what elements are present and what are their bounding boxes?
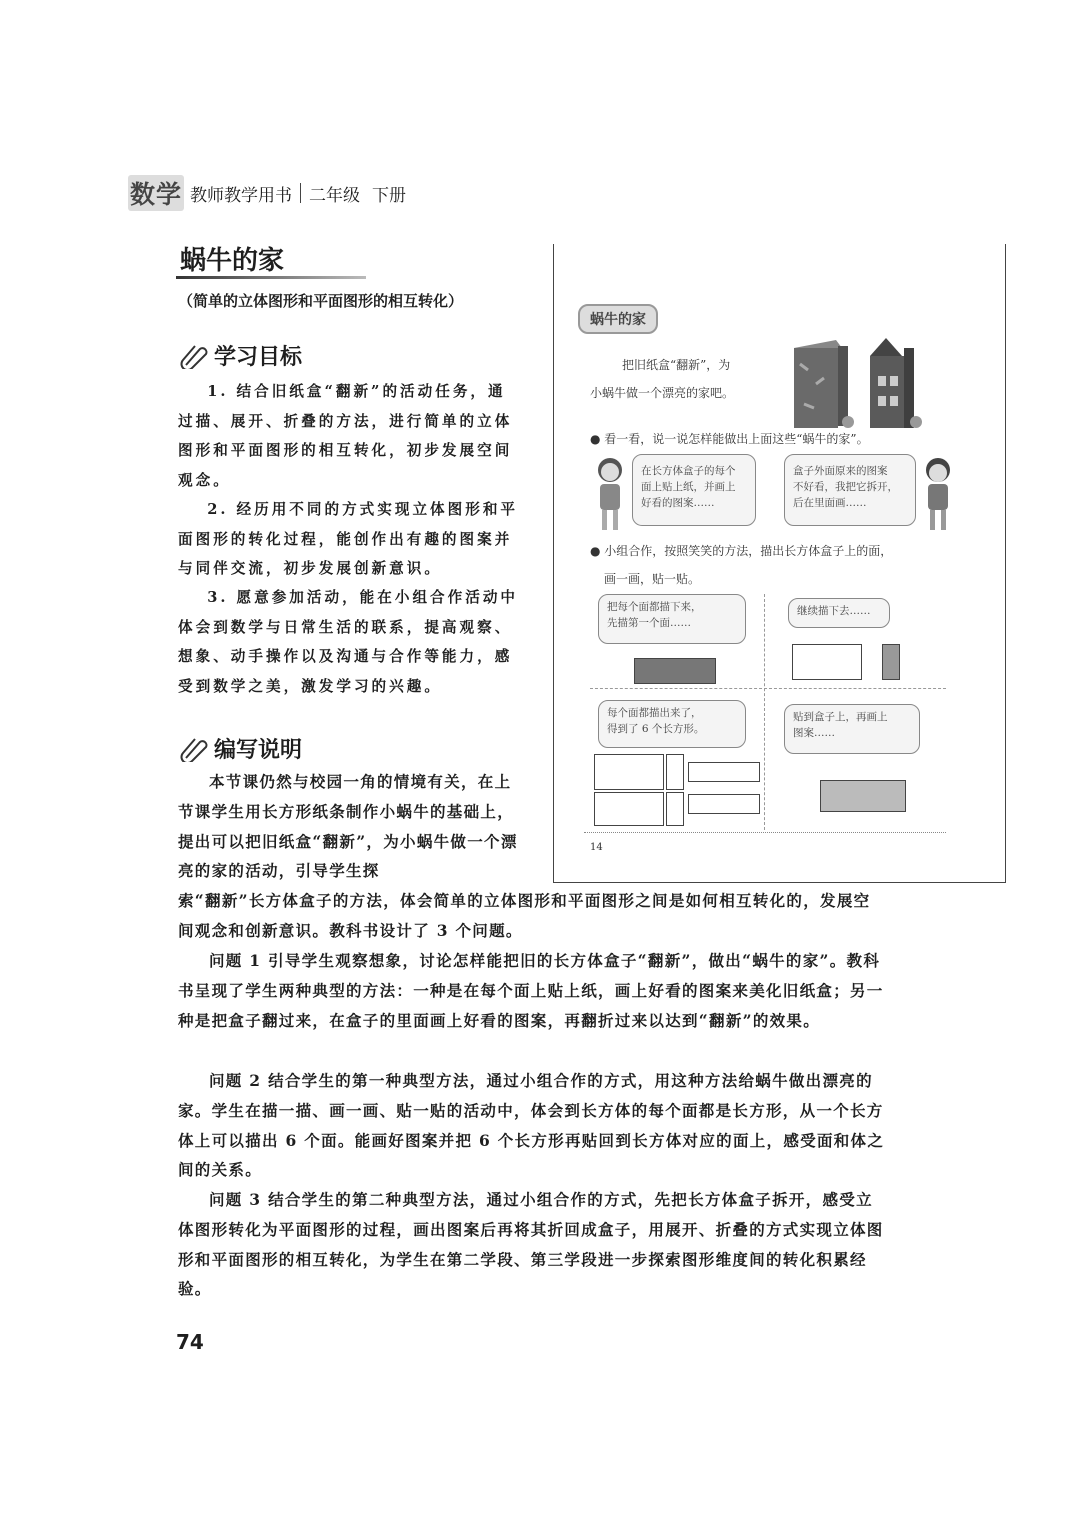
face-rectangle-4 (666, 792, 684, 826)
notes-paragraph-1a: 本节课仍然与校园一角的情境有关，在上节课学生用长方形纸条制作小蜗牛的基础上，提出可以把旧纸盒“翻新”，为小蜗牛做一个漂亮的家的活动，引导学生探 (178, 772, 518, 881)
face-rectangle-3 (666, 754, 684, 790)
step-divider-vertical (764, 594, 765, 830)
title-underline (176, 276, 366, 279)
notes-paragraph-2: 问题 1 引导学生观察想象，讨论怎样能把旧的长方体盒子“翻新”，做出“蜗牛的家”。教科书呈现了学生两种典型的方法：一种是在每个面上贴上纸，画上好看的图案来美化旧纸盒；另一种是把盒子翻过来，在盒子的里面画上好看的图案，再翻折过来以达到“翻新”的效果。 (178, 951, 884, 1030)
face-rectangle-1 (594, 754, 664, 790)
header-divider (300, 183, 301, 203)
lesson-subtitle: （简单的立体图形和平面图形的相互转化） (178, 292, 464, 310)
page-number: 74 (176, 1330, 204, 1354)
goal-item-1: 1. 结合旧纸盒“翻新”的活动任务，通过描、展开、折叠的方法，进行简单的立体图形和平面图形的相互转化，初步发展空间观念。 (178, 383, 513, 489)
textbook-intro-line1: 把旧纸盒“翻新”，为 (622, 358, 731, 372)
question-1: ● 看一看，说一说怎样能做出上面这些“蜗牛的家”。 (590, 432, 869, 446)
book-name: 教师教学用书 (190, 185, 293, 206)
step-divider-horizontal (590, 688, 946, 689)
step-4-bubble: 贴到盒子上，再画上 图案…… (784, 704, 920, 754)
textbook-page-figure (553, 244, 1006, 883)
boy-character-icon (918, 454, 958, 536)
box-being-traced (634, 658, 716, 684)
goal-item-2: 2. 经历用不同的方式实现立体图形和平面图形的转化过程，能创作出有趣的图案并与同伴交流，初步发展创新意识。 (178, 501, 519, 577)
lesson-title: 蜗牛的家 (180, 246, 285, 276)
face-rectangle-2 (594, 792, 664, 826)
paperclip-icon (178, 736, 208, 762)
traced-rectangle (792, 644, 862, 680)
step-2-bubble: 继续描下去…… (788, 598, 890, 628)
question-2-line2: 画一画，贴一贴。 (604, 572, 701, 586)
goals-heading: 学习目标 (178, 340, 302, 371)
step-3-bubble: 每个面都描出来了， 得到了 6 个长方形。 (598, 700, 746, 748)
decorated-box (820, 780, 906, 812)
page-footer-rule (584, 832, 946, 833)
face-rectangle-5 (688, 762, 760, 782)
notes-heading: 编写说明 (178, 733, 302, 764)
grade-label: 二年级 (309, 185, 361, 206)
notes-paragraph-1b: 索“翻新”长方体盒子的方法，体会简单的立体图形和平面图形之间是如何相互转化的，发展空间观念和创新意识。教科书设计了 3 个问题。 (178, 891, 871, 940)
notes-paragraph-4: 问题 3 结合学生的第二种典型方法，通过小组合作的方式，先把长方体盒子拆开，感受立体图形转化为平面图形的过程，画出图案后再将其折回成盒子，用展开、折叠的方式实现立体图形和平面图形的相互转化，为学生在第二学段、第三学段进一步探索图形维度间的转化积累经验。 (178, 1190, 884, 1299)
running-header (128, 176, 406, 210)
boy-speech-bubble: 盒子外面原来的图案 不好看，我把它拆开， 后在里面画…… (784, 454, 916, 526)
question-2-line1: ● 小组合作，按照笑笑的方法，描出长方体盒子上的面， (590, 544, 893, 558)
decorated-boxes-illustration (786, 334, 936, 430)
step-1-bubble: 把每个面都描下来， 先描第一个面…… (598, 594, 746, 644)
face-rectangle-6 (688, 794, 760, 814)
textbook-intro-line2: 小蜗牛做一个漂亮的家吧。 (590, 386, 735, 400)
paperclip-icon (178, 343, 208, 369)
girl-character-icon (590, 454, 630, 536)
book-logo: 数学 (128, 175, 184, 211)
textbook-tag: 蜗牛的家 (578, 304, 658, 334)
notes-paragraph-3: 问题 2 结合学生的第一种典型方法，通过小组合作的方式，用这种方法给蜗牛做出漂亮的家。学生在描一描、画一画、贴一贴的活动中，体会到长方体的每个面都是长方形，从一个长方体上可以描出 6 个面。能画好图案并把 6 个长方形再贴回到长方体对应的面上，感受面和体之间的关系。 (178, 1071, 885, 1180)
girl-speech-bubble: 在长方体盒子的每个 面上贴上纸，并画上 好看的图案…… (632, 454, 756, 526)
goal-item-3: 3. 愿意参加活动，能在小组合作活动中体会到数学与日常生活的联系，提高观察、想象、动手操作以及沟通与合作等能力，感受到数学之美，激发学习的兴趣。 (178, 589, 519, 695)
textbook-page-number: 14 (590, 842, 603, 853)
box-side-view (882, 644, 900, 680)
volume-label: 下册 (372, 185, 407, 206)
